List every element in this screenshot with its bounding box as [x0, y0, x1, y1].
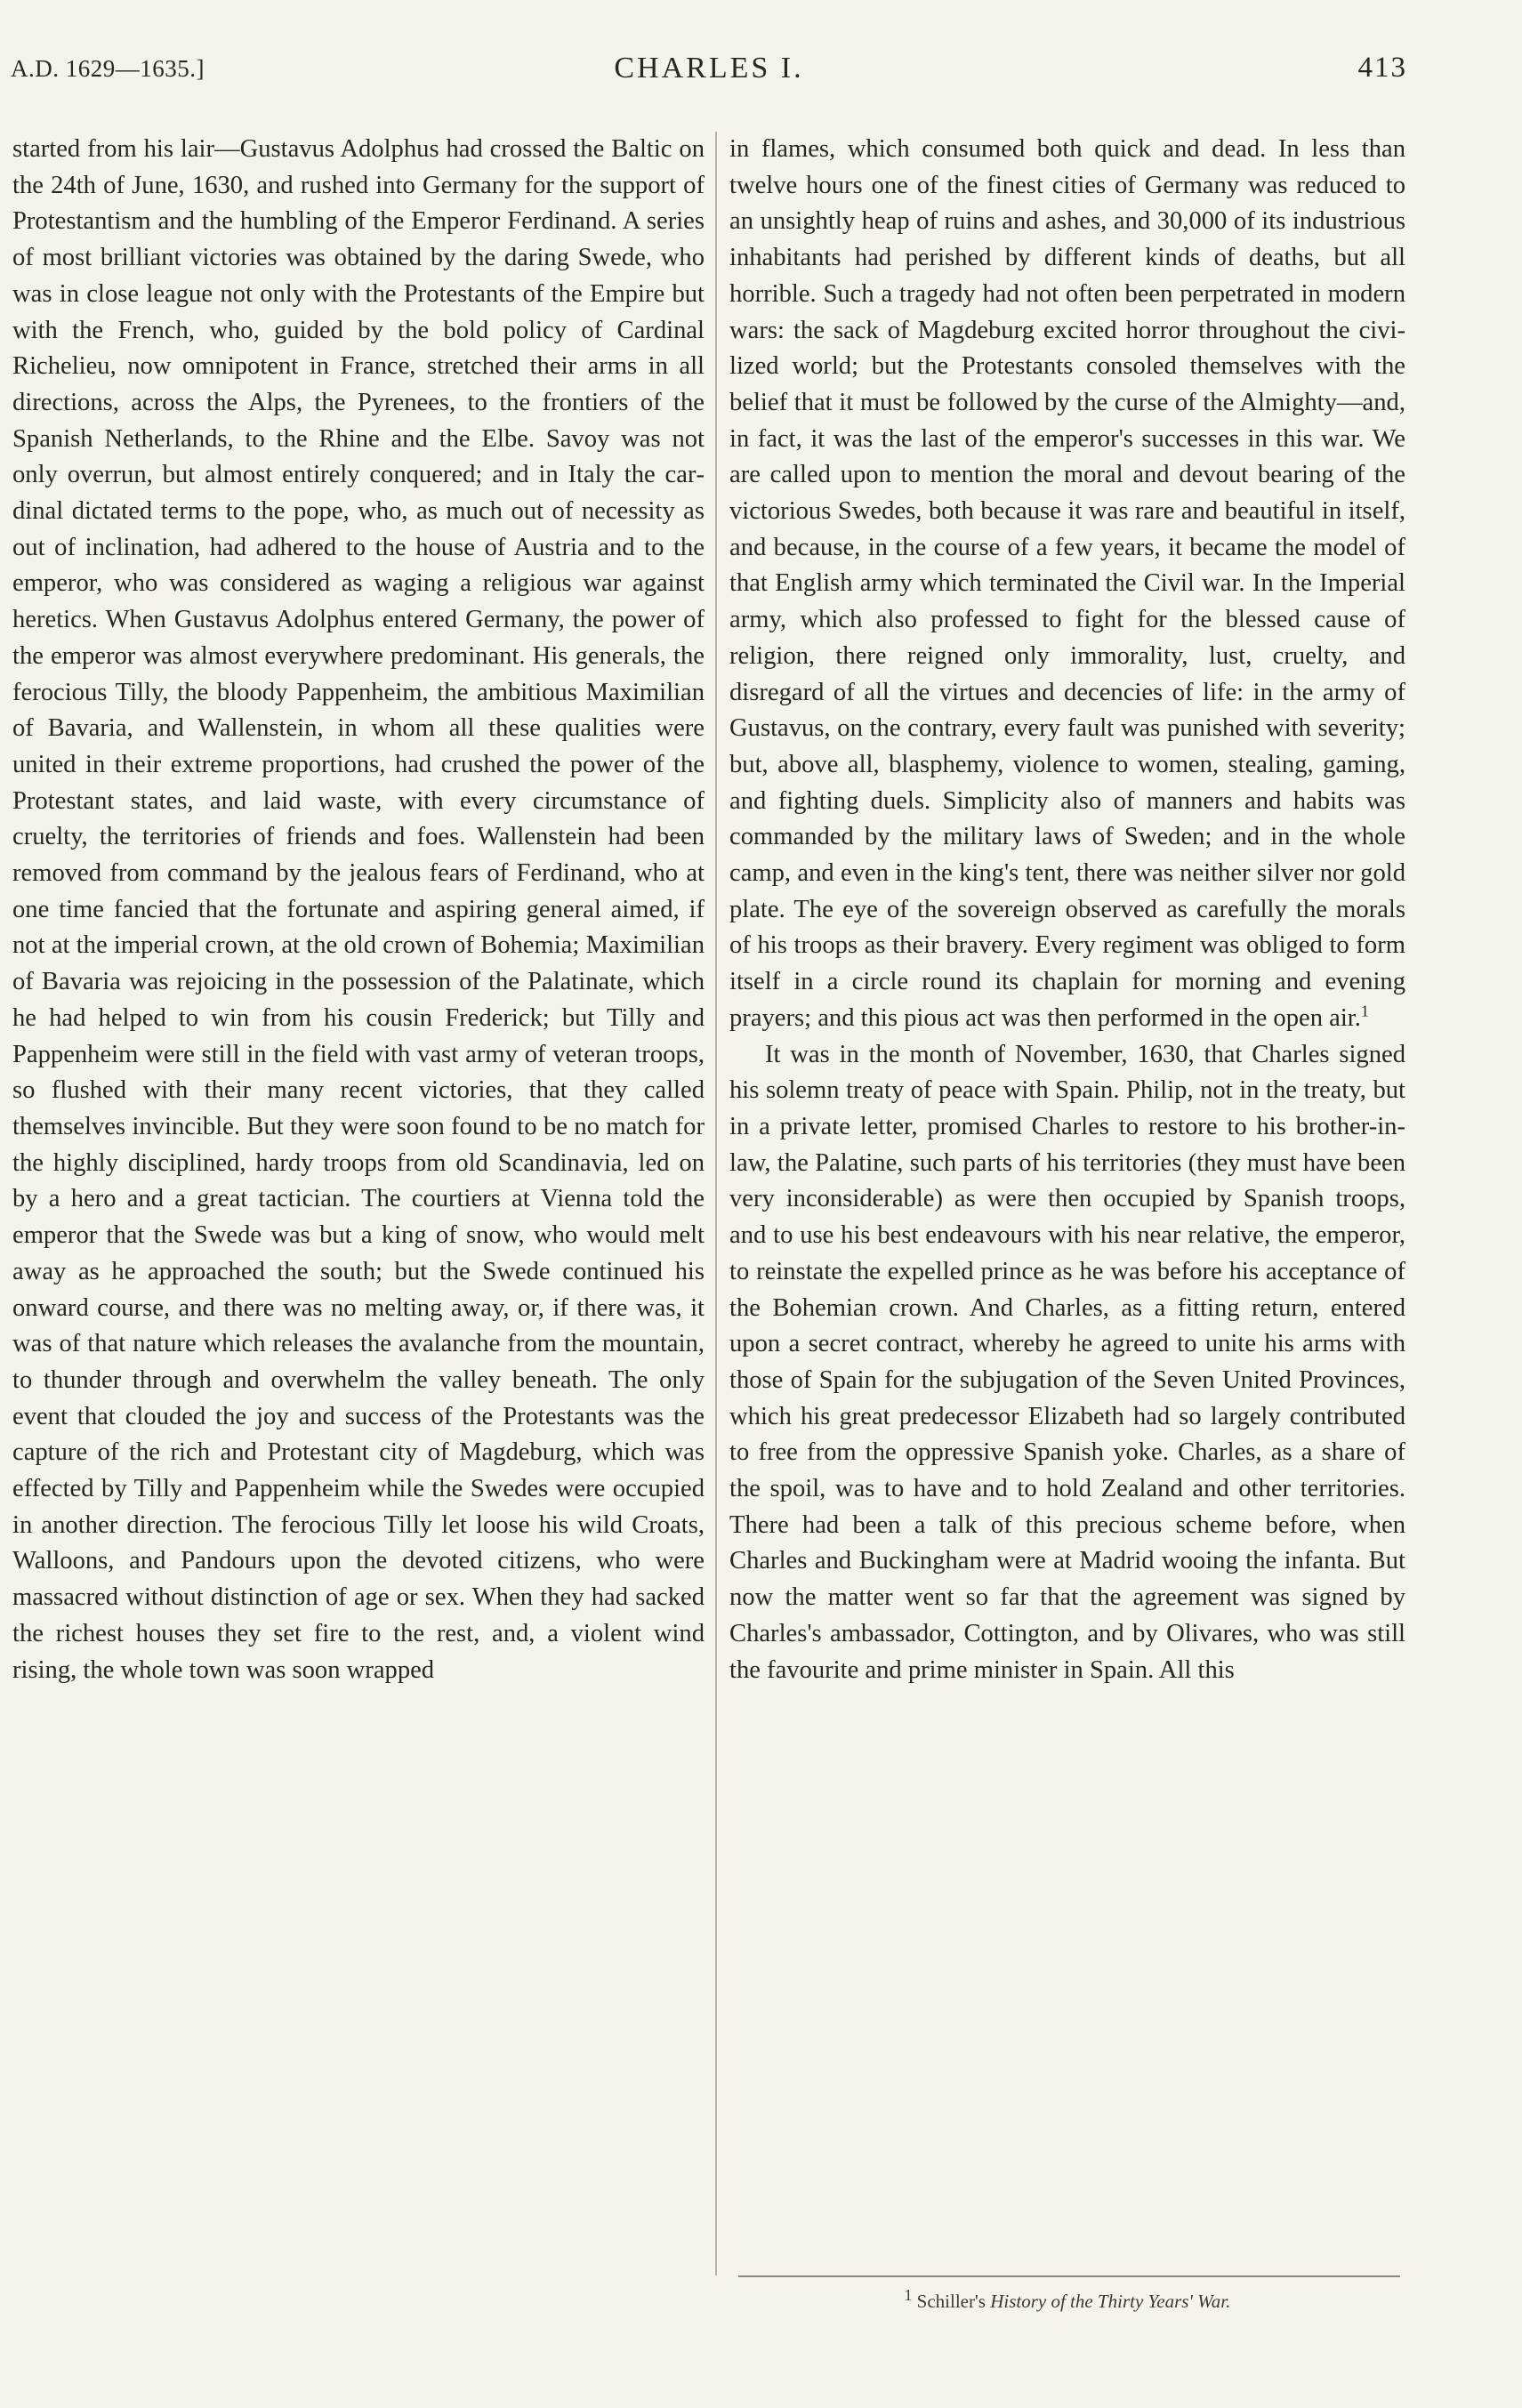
footnote-divider	[738, 2275, 1400, 2277]
left-paragraph-1: started from his lair—Gustavus Adolphus had crossed the Baltic on the 24th of June, 1630, and rushed into Germany for the support of Protestantism and the humbling of the Emperor Ferdinand. A series of most brilliant victories was obtained by the daring Swede, who was in close league not only with the Protestants of the Empire but with the French, who, guided by the bold policy of Cardinal Richelieu, now omnipotent in France, stretched their arms in all directions, across the Alps, the Pyrenees, to the frontiers of the Spanish Netherlands, to the Rhine and the Elbe. Savoy was not only overrun, but almost entirely conquered; and in Italy the cardinal dictated terms to the pope, who, as much out of necessity as out of inclination, had adhered to the house of Austria and to the emperor, who was considered as waging a religious war against heretics. When Gustavus Adolphus entered Germany, the power of the emperor was almost everywhere predominant. His generals, the ferocious Tilly, the bloody Pappenheim, the ambitious Maximilian of Bavaria, and Wallenstein, in whom all these qualities were united in their extreme proportions, had crushed the power of the Protestant states, and laid waste, with every circumstance of cruelty, the territories of friends and foes. Wallenstein had been removed from command by the jealous fears of Ferdinand, who at one time fancied that the fortunate and aspiring general aimed, if not at the imperial crown, at the old crown of Bohemia; Maximilian of Bavaria was rejoicing in the possession of the Palatinate, which he had helped to win from his cousin Frederick; but Tilly and Pappenheim were still in the field with vast army of veteran troops, so flushed with their many recent victories, that they called themselves invincible. But they were soon found to be no match for the highly disciplined, hardy troops from old Scandinavia, led on by a hero and a great tactician. The courtiers at Vienna told the emperor that the Swede was but a king of snow, who would melt away as he approached the south; but the Swede continued his onward course, and there was no melting away, or, if there was, it was of that nature which releases the avalanche from the mountain, to thunder through and overwhelm the valley beneath. The only event that clouded the joy and success of the Protestants was the capture of the rich and Protestant city of Magdeburg, which was effected by Tilly and Pappenheim while the Swedes were occupied in another direction. The ferocious Tilly let loose his wild Croats, Walloons, and Pandours upon the devoted citizens, who were massacred without distinction of age or sex. When they had sacked the richest houses they set fire to the rest, and, a violent wind rising, the whole town was soon wrapped	[12, 135, 705, 1684]
page-number: 413	[1357, 52, 1407, 84]
header-date-range: A.D. 1629—1635.]	[11, 55, 205, 82]
running-header	[11, 52, 1407, 91]
right-paragraph-1	[729, 132, 1405, 1037]
header-title: CHARLES I.	[614, 52, 804, 85]
right-paragraph-1-text: in flames, which consumed both quick and dead. In less than twelve hours one of the finest cities of Germany was reduced to an unsightly heap of ruins and ashes, and 30,000 of its industrious inhabitants had perished by different kinds of deaths, but all horrible. Such a tragedy had not often been perpetrated in modern wars: the sack of Magdeburg excited horror throughout the civilized world; but the Protestants consoled themselves with the belief that it must be followed by the curse of the Almighty—and, in fact, it was the last of the emperor's successes in this war. We are called upon to mention the moral and devout bearing of the victorious Swedes, both because it was rare and beautiful in itself, and because, in the course of a few years, it became the model of that English army which terminated the Civil war. In the Imperial army, which also professed to fight for the blessed cause of religion, there reigned only immorality, lust, cruelty, and disregard of all the virtues and decencies of life: in the army of Gustavus, on the contrary, every fault was punished with severity; but, above all, blasphemy, violence to women, stealing, gaming, and fighting duels. Simplicity also of manners and habits was commanded by the military laws of Sweden; and in the whole camp, and even in the king's tent, there was neither silver nor gold plate. The eye of the sovereign observed as carefully the morals of his troops as their bravery. Every regiment was obliged to form itself in a circle round its chaplain for morning and evening prayers; and this pious act was then performed in the open air.	[729, 135, 1405, 1032]
right-paragraph-2: It was in the month of November, 1630, that Charles signed his solemn treaty of peace with Spain. Philip, not in the treaty, but in a private letter, promised Charles to restore to his brother-in-law, the Palatine, such parts of his territories (they must have been very inconsiderable) as were then occupied by Spanish troops, and to use his best endeavours with his near relative, the emperor, to reinstate the expelled prince as he was before his acceptance of the Bohemian crown. And Charles, as a fitting return, entered upon a secret contract, whereby he agreed to unite his arms with those of Spain for the subjugation of the Seven United Provinces, which his great predecessor Elizabeth had so largely contributed to free from the oppressive Spanish yoke. Charles, as a share of the spoil, was to have and to hold Zealand and other territories. There had been a talk of this precious scheme before, when Charles and Buckingham were at Madrid wooing the infanta. But now the matter went so far that the agreement was signed by Charles's ambassador, Cottington, and by Olivares, who was still the favourite and prime minister in Spain. All this	[729, 1040, 1405, 1684]
footnote-title: History of the Thirty Years' War.	[990, 2291, 1231, 2312]
column-divider	[715, 132, 717, 2275]
right-column	[729, 132, 1405, 2284]
left-column	[12, 132, 705, 2284]
footnote	[729, 2286, 1405, 2313]
footnote-author: Schiller's	[916, 2291, 986, 2312]
footnote-mark: 1	[904, 2286, 913, 2304]
footnote-reference[interactable]: 1	[1360, 1002, 1369, 1020]
